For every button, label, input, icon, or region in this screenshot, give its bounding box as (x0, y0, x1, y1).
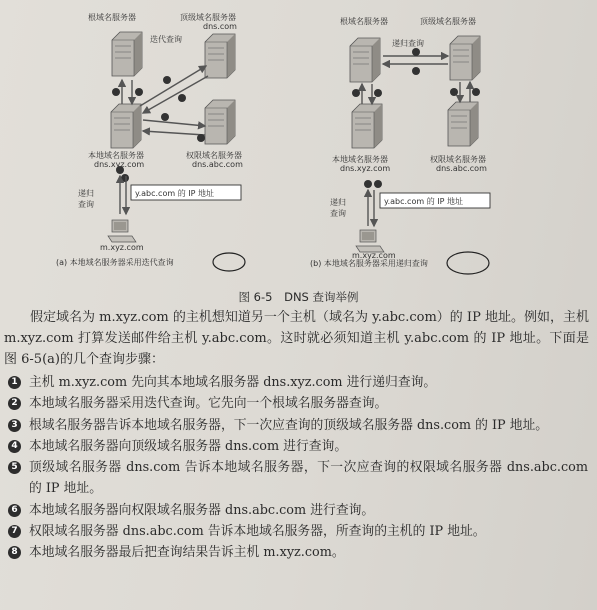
svg-text:5: 5 (180, 95, 185, 103)
step-number-badge: 8 (8, 546, 21, 559)
left-diagram (56, 12, 245, 271)
left-reply-text: y.abc.com 的 IP 地址 (135, 189, 214, 198)
step-text: 主机 m.xyz.com 先向其本地域名服务器 dns.xyz.com 进行递归查询。 (29, 375, 437, 390)
right-local-label: 本地域名服务器 (332, 155, 388, 164)
figure-number: 图 6-5 (238, 290, 273, 304)
left-auth-label: 权限域名服务器 (186, 151, 242, 160)
left-arrow-5 (143, 76, 208, 113)
step-text: 本地域名服务器采用迭代查询。它先向一个根域名服务器查询。 (29, 396, 388, 412)
step-text: 本地域名服务器最后把查询结果告诉主机 m.xyz.com。 (29, 545, 345, 561)
left-local-label: 本地域名服务器 (88, 151, 144, 160)
step-text: 权限域名服务器 dns.abc.com 告诉本地域名服务器，所查询的主机的 IP 地址。 (29, 524, 486, 540)
svg-text:1: 1 (118, 167, 123, 175)
right-root-server-icon (350, 38, 380, 82)
right-recursive-label-2: 查询 (330, 209, 346, 218)
step-number-badge: 2 (8, 397, 21, 410)
svg-text:1: 1 (366, 181, 371, 189)
right-recursive-label-1: 递归 (330, 198, 346, 207)
left-auth-server-icon (205, 100, 235, 144)
right-tld-server-icon (450, 36, 480, 80)
svg-text:4: 4 (165, 77, 170, 85)
left-arrow-4 (140, 66, 206, 106)
figure-caption (0, 289, 597, 305)
step-text: 本地域名服务器向权限域名服务器 dns.abc.com 进行查询。 (29, 502, 375, 518)
list-item (8, 457, 588, 500)
left-root-server-icon (112, 32, 142, 76)
svg-text:8: 8 (123, 175, 128, 183)
right-auth-label: 权限域名服务器 (430, 155, 486, 164)
svg-text:5: 5 (474, 89, 479, 97)
step-text: 根域名服务器告诉本地域名服务器，下一次应查询的顶级域名服务器 dns.com 的 IP 地址。 (29, 417, 549, 433)
svg-text:6: 6 (414, 68, 419, 76)
list-item (8, 436, 588, 457)
right-ink-circle (447, 252, 489, 274)
right-caption: (b) 本地域名服务器采用递归查询 (310, 259, 428, 268)
left-iter-label: 迭代查询 (150, 35, 182, 44)
left-caption: (a) 本地域名服务器采用迭代查询 (56, 258, 174, 267)
list-item (8, 542, 588, 563)
svg-text:2: 2 (114, 89, 119, 97)
left-recursive-label-1: 递归 (78, 189, 94, 198)
right-root-label: 根域名服务器 (340, 17, 388, 26)
step-number-badge: 1 (8, 376, 21, 389)
svg-text:4: 4 (452, 89, 457, 97)
left-local-server-icon (111, 104, 141, 148)
right-auth-name: dns.abc.com (436, 164, 487, 173)
left-tld-name: dns.com (203, 22, 237, 31)
step-number-badge: 3 (8, 419, 21, 432)
list-item (8, 372, 588, 393)
dns-diagram (0, 0, 597, 285)
right-iter-label: 递归查询 (392, 39, 424, 48)
left-tld-server-icon (205, 34, 235, 78)
step-number-badge: 4 (8, 440, 21, 453)
right-diagram (310, 16, 490, 274)
left-arrow-6 (143, 120, 205, 126)
left-recursive-label-2: 查询 (78, 200, 94, 209)
list-item (8, 500, 588, 521)
svg-text:3: 3 (137, 89, 142, 97)
list-item (8, 521, 588, 542)
right-reply-text: y.abc.com 的 IP 地址 (384, 197, 463, 206)
left-local-name: dns.xyz.com (94, 160, 145, 169)
svg-text:6: 6 (163, 114, 168, 122)
svg-text:2: 2 (354, 90, 359, 98)
right-tld-label: 顶级域名服务器 (420, 17, 476, 26)
left-host-name: m.xyz.com (100, 243, 144, 252)
left-tld-label: 顶级域名服务器 (180, 13, 236, 22)
step-list (8, 372, 588, 564)
svg-text:8: 8 (376, 181, 381, 189)
left-host-icon (108, 220, 136, 242)
step-number-badge: 6 (8, 504, 21, 517)
right-host-name: m.xyz.com (352, 251, 396, 260)
list-item (8, 393, 588, 414)
right-host-icon (356, 230, 384, 252)
svg-text:7: 7 (376, 90, 381, 98)
intro-paragraph: 假定域名为 m.xyz.com 的主机想知道另一个主机（域名为 y.abc.com）的 IP 地址。例如，主机 m.xyz.com 打算发送邮件给主机 y.abc.com。这时就必须知道主机 y.abc.com 的 IP 地址。下面是图 6-5(a)的几个查询步骤： (4, 310, 589, 367)
left-ink-circle (213, 253, 245, 271)
left-arrow-7 (143, 131, 205, 135)
left-root-label: 根域名服务器 (88, 13, 136, 22)
step-text: 本地域名服务器向顶级域名服务器 dns.com 进行查询。 (29, 438, 348, 454)
svg-text:7: 7 (199, 135, 204, 143)
dns-figure (0, 0, 597, 285)
svg-text:3: 3 (414, 49, 419, 57)
list-item (8, 415, 588, 436)
step-number-badge: 5 (8, 461, 21, 474)
right-local-name: dns.xyz.com (340, 164, 391, 173)
left-auth-name: dns.abc.com (192, 160, 243, 169)
step-text: 顶级域名服务器 dns.com 告诉本地域名服务器，下一次应查询的权限域名服务器 dns.abc.com 的 IP 地址。 (29, 460, 588, 497)
step-number-badge: 7 (8, 525, 21, 538)
right-local-server-icon (352, 104, 382, 148)
right-auth-server-icon (448, 102, 478, 146)
figure-title: DNS 查询举例 (284, 290, 359, 304)
